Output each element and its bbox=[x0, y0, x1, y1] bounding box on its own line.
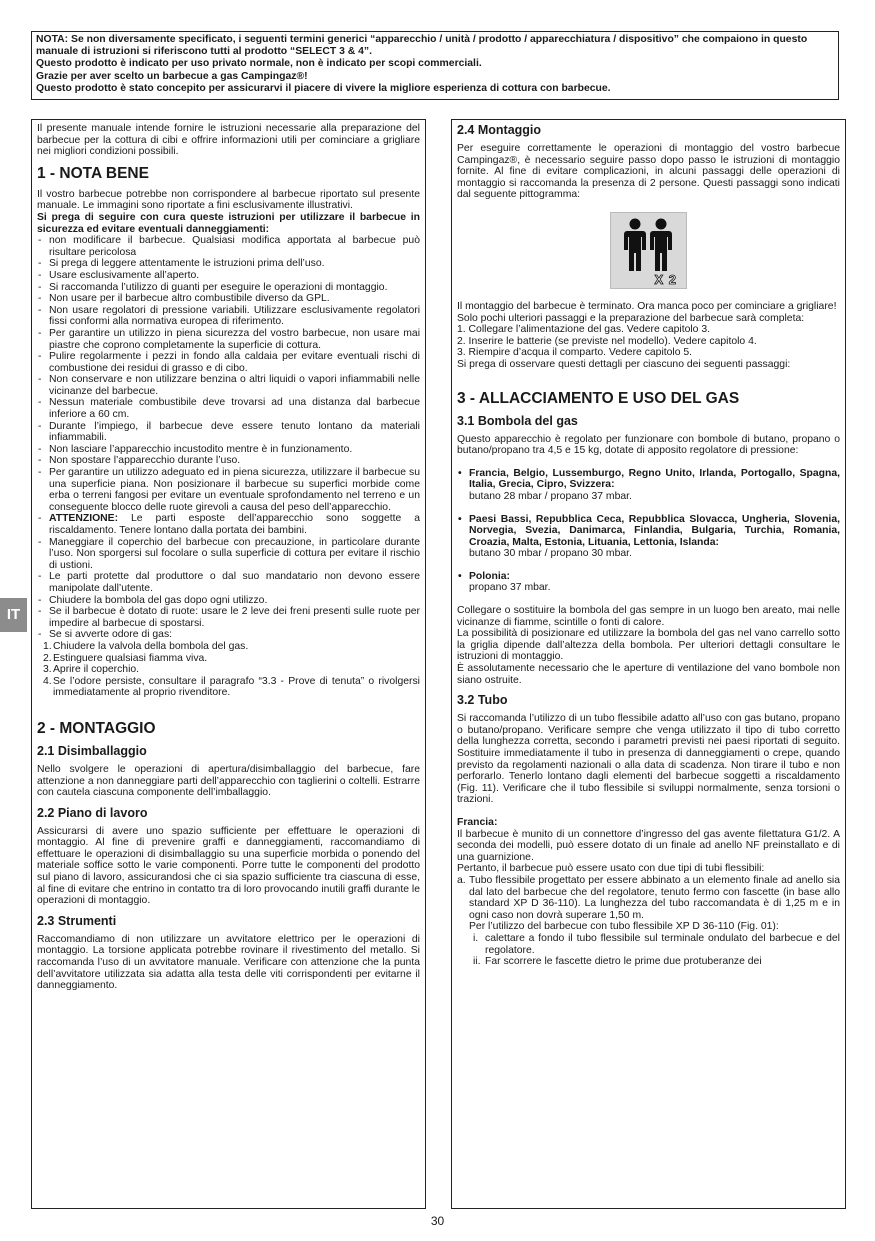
step-text: Aprire il coperchio. bbox=[53, 664, 140, 676]
assembly-done-line: 3. Riempire d’acqua il comparto. Vedere capitolo 5. bbox=[457, 347, 693, 359]
francia-line: Pertanto, il barbecue può essere usato con due tipi di tubi flessibili: bbox=[457, 863, 765, 875]
list-item: - Usare esclusivamente all’aperto. bbox=[37, 270, 420, 282]
section-1-bold-paragraph: Si prega di seguire con cura queste istruzioni per utilizzare il barbecue in sicurezza ed evitare eventuali danneggiamenti: bbox=[37, 211, 420, 235]
assembly-done-line: Il montaggio del barbecue è terminato. Ora manca poco per cominciare a grigliare! bbox=[457, 300, 837, 312]
francia-line: Il barbecue è munito di un connettore d’ingresso del gas avente filettatura G1/2. A seconda dei modelli, può essere dotato di un finale ad anello NF preinstallato e di una guarnizione. bbox=[457, 828, 840, 863]
list-item: - Maneggiare il coperchio del barbecue con precauzione, in particolare durante l’uso. Non sporgersi sul focolare o sulla superficie di cottura per evitare il rischio di ustioni. bbox=[37, 537, 420, 572]
list-item: - Si prega di leggere attentamente le istruzioni prima dell’uso. bbox=[37, 258, 420, 270]
attention-text: Le parti esposte dell’apparecchio sono soggette a riscaldamento. Tenere lontano dalla portata dei bambini. bbox=[49, 513, 420, 536]
list-item: - Non conservare e non utilizzare benzina o altri liquidi o vapori infiammabili nelle vicinanze del barbecue. bbox=[37, 374, 420, 397]
country-names: Francia, Belgio, Lussemburgo, Regno Unito, Irlanda, Portogallo, Spagna, Italia, Grecia, Cipro, Svizzera: bbox=[469, 467, 840, 491]
notice-line: Questo prodotto è stato concepito per assicurarvi il piacere di vivere la migliore esperienza di cottura con barbecue. bbox=[36, 82, 611, 94]
step-number: ii. bbox=[473, 956, 481, 968]
list-item: - Si raccomanda l’utilizzo di guanti per eseguire le operazioni di montaggio. bbox=[37, 282, 420, 294]
list-item bbox=[473, 933, 840, 956]
list-item: • Paesi Bassi, Repubblica Ceca, Repubblica Slovacca, Ungheria, Slovenia, Norvegia, Svezia, Danimarca, Finlandia, Bulgaria, Turchia, Romania, Croazia, Malta, Estonia, Lituania, Lettonia, Islanda: butano 30 mbar / propano 30 mbar. bbox=[458, 513, 840, 560]
list-item: - Durante l’impiego, il barbecue deve essere tenuto lontano da materiali infiammabili. bbox=[37, 421, 420, 444]
page-number: 30 bbox=[430, 1214, 445, 1228]
assembly-done-line: 2. Inserire le batterie (se previste nel modello). Vedere capitolo 4. bbox=[457, 335, 757, 347]
gas-cylinder-line: È assolutamente necessario che le aperture di ventilazione del vano bombole non siano ostruite. bbox=[457, 663, 840, 686]
section-3-1-text: Questo apparecchio è regolato per funzionare con bombole di butano, propano o butano/propano tra 4,5 e 15 kg, dotate di apposito regolatore di pressione: bbox=[457, 433, 840, 457]
list-item: - non modificare il barbecue. Qualsiasi modifica apportata al barbecue può risultare pericolosa bbox=[37, 235, 420, 258]
step-text: Chiudere la valvola della bombola del gas. bbox=[53, 640, 249, 652]
section-2-3-title: 2.3 Strumenti bbox=[37, 913, 117, 928]
list-item bbox=[457, 875, 840, 968]
gas-cylinder-line: La possibilità di posizionare ed utilizzare la bombola del gas nel vano carrello sotto la griglia dipende dall’altezza della bombola. Per ulteriori dettagli consultare le istruzioni di montaggio. bbox=[457, 628, 840, 663]
section-2-title: 2 - MONTAGGIO bbox=[37, 719, 156, 737]
section-2-2-text: Assicurarsi di avere uno spazio sufficiente per effettuare le operazioni di montaggio. Al fine di prevenire graffi e danneggiamenti, raccomandiamo di effettuare le operazioni di disimballaggio su una superficie morbida o ponendo del materiale soffice sotto le varie componenti. Porre tutte le componenti del prodotto sul piano di lavoro, assicurandosi che ci sia spazio sufficiente tra ciascuna di esse, al fine di evitare che entrino in contatto tra di loro provocando inutili graffi durante le operazioni di montaggio. bbox=[37, 825, 420, 907]
section-3-1-title: 3.1 Bombola del gas bbox=[457, 413, 578, 428]
list-item: - Per garantire un utilizzo in piena sicurezza del vostro barbecue, non usare mai piastre che coprono completamente la superficie di cottura. bbox=[37, 328, 420, 351]
list-item: • Francia, Belgio, Lussemburgo, Regno Unito, Irlanda, Portogallo, Spagna, Italia, Grecia, Cipro, Svizzera: butano 28 mbar / propano 37 mbar. bbox=[458, 467, 840, 502]
list-item: - Pulire regolarmente i pezzi in fondo alla caldaia per evitare eventuali rischi di combustione dei residui di grasso e di cibo. bbox=[37, 351, 420, 374]
assembly-done-line: Solo pochi ulteriori passaggi e la preparazione del barbecue sarà completa: bbox=[457, 312, 805, 324]
list-item: - Le parti protette dal produttore o dal suo mandatario non devono essere manipolate dall’utente. bbox=[37, 571, 420, 594]
country-names: Polonia: bbox=[469, 570, 510, 582]
list-item bbox=[43, 676, 420, 699]
pressure-values: butano 28 mbar / propano 37 mbar. bbox=[469, 490, 632, 502]
list-item: - Non usare per il barbecue altro combustibile diverso da GPL. bbox=[37, 293, 420, 305]
two-persons-pictogram bbox=[610, 212, 687, 289]
gas-cylinder-line: Collegare o sostituire la bombola del gas sempre in un luogo ben areato, mai nelle vicinanze di fiamme, scintille o fonti di calore. bbox=[457, 605, 840, 628]
section-2-3-text: Raccomandiamo di non utilizzare un avvitatore elettrico per le operazioni di montaggio. La torsione applicata potrebbe rovinare il rivestimento del metallo. Si raccomanda l’uso di un avvitatore manuale. Verificare con attenzione che la punta dell’avvitatore utilizzata sia adatta alla testa delle viti corrispondenti per evitarne il danneggiamento. bbox=[37, 933, 420, 992]
step-number: 4. bbox=[43, 675, 52, 687]
step-text: Se l’odore persiste, consultare il paragrafo “3.3 - Prove di tenuta” o rivolgersi immediatamente al proprio rivenditore. bbox=[53, 675, 420, 699]
list-item: - Chiudere la bombola del gas dopo ogni utilizzo. bbox=[37, 595, 420, 607]
step-number: i. bbox=[473, 932, 479, 944]
list-item bbox=[43, 664, 420, 676]
step-number: 1. bbox=[43, 640, 52, 652]
tube-a-text: Tubo flessibile progettato per essere abbinato a un elemento finale ad anello sia dal lato del barbecue che del regolatore, tenuto fermo con fascette (in base allo standard XP D 36-110). La lunghezza del tubo raccomandata è di 1,25 m e in ogni caso non dovrà superare 1,50 m. bbox=[469, 874, 840, 921]
notice-line: NOTA: Se non diversamente specificato, i seguenti termini generici “apparecchio / unità / prodotto / apparecchiatura / dispositivo” che compaiono in questo manuale di istruzioni si riferiscono tutti al prodotto “SELECT 3 & 4”. bbox=[36, 34, 808, 58]
country-names: Paesi Bassi, Repubblica Ceca, Repubblica Slovacca, Ungheria, Slovenia, Norvegia, Svezia, Danimarca, Finlandia, Bulgaria, Turchia, Romania, Croazia, Malta, Estonia, Lituania, Lettonia, Islanda: bbox=[469, 513, 840, 548]
list-item: - Se il barbecue è dotato di ruote: usare le 2 leve dei freni presenti sulle ruote per impedire al barbecue di spostarsi. bbox=[37, 606, 420, 629]
pressure-values: propano 37 mbar. bbox=[469, 582, 551, 594]
section-2-4-title: 2.4 Montaggio bbox=[457, 123, 542, 137]
list-item bbox=[43, 653, 420, 665]
attention-label: ATTENZIONE: bbox=[49, 513, 119, 525]
list-item: - Se si avverte odore di gas: bbox=[37, 629, 420, 641]
step-number: 3. bbox=[43, 664, 52, 676]
intro-paragraph: Il presente manuale intende fornire le istruzioni necessarie alla preparazione del barbecue per la cottura di cibi e offrire informazioni utili per cominciare a grigliare nei migliori condizioni possibili. bbox=[37, 123, 420, 158]
assembly-done-line: Si prega di osservare questi dettagli per ciascuno dei seguenti passaggi: bbox=[457, 358, 791, 370]
list-item: - Non lasciare l’apparecchio incustodito mentre è in funzionamento. bbox=[37, 444, 420, 456]
section-2-1-title: 2.1 Disimballaggio bbox=[37, 743, 147, 758]
list-item: - Per garantire un utilizzo adeguato ed in piena sicurezza, utilizzare il barbecue su una superficie piana. Non posizionare il barbecue su superfici morbide come erba o terreni fangosi per evitare un eventuale sprofondamento nel terreno e un conseguente blocco delle ruote girevoli a causa del peso dell’apparecchio. bbox=[37, 467, 420, 513]
tube-a-note: Per l’utilizzo del barbecue con tubo flessibile XP D 36-110 (Fig. 01): bbox=[469, 921, 779, 933]
list-item: - Non usare regolatori di pressione variabili. Utilizzare esclusivamente regolatori fissi conformi alla normativa europea di riferimento. bbox=[37, 305, 420, 328]
section-2-1-text: Nello svolgere le operazioni di apertura/disimballaggio del barbecue, fare attenzione a non danneggiare parti dell’apparecchio con taglierini o coltelli. Estrarre con cautela ciascuna componente dell’imballaggio. bbox=[37, 763, 420, 799]
list-item: - Non spostare l’apparecchio durante l’uso. bbox=[37, 455, 420, 467]
step-text: Far scorrere le fascette dietro le prime due protuberanze dei bbox=[485, 956, 762, 968]
safety-list bbox=[37, 235, 420, 641]
list-item bbox=[43, 641, 420, 653]
francia-label: Francia: bbox=[457, 816, 498, 828]
list-item bbox=[473, 956, 840, 968]
notice-line: Grazie per aver scelto un barbecue a gas Campingaz®! bbox=[36, 70, 308, 82]
section-2-4-text: Per eseguire correttamente le operazioni di montaggio del vostro barbecue Campingaz®, è necessario seguire passo dopo passo le istruzioni di montaggio fornite. Al fine di evitare complicazioni, in alcuni passaggi delle operazioni di montaggio si raccomanda la presenza di 2 persone. Questi passaggi sono indicati dal seguente pittogramma: bbox=[457, 143, 840, 201]
step-text: calettare a fondo il tubo flessibile sul terminale ondulato del barbecue e del regolatore. bbox=[485, 932, 840, 956]
list-item: • Polonia: propano 37 mbar. bbox=[458, 570, 551, 594]
list-item: - Nessun materiale combustibile deve trovarsi ad una distanza dal barbecue inferiore a 60 cm. bbox=[37, 397, 420, 420]
gas-smell-steps bbox=[37, 641, 420, 699]
language-tab: IT bbox=[0, 598, 27, 632]
step-text: Estinguere qualsiasi fiamma viva. bbox=[53, 652, 208, 664]
list-item-attention bbox=[37, 513, 420, 536]
tube-type-list bbox=[457, 875, 840, 968]
section-1-title: 1 - NOTA BENE bbox=[37, 164, 149, 182]
notice-box bbox=[31, 31, 839, 100]
right-column bbox=[451, 119, 846, 1209]
section-2-2-title: 2.2 Piano di lavoro bbox=[37, 805, 148, 820]
country-pressure-list bbox=[457, 468, 840, 594]
step-number: 2. bbox=[43, 652, 52, 664]
item-letter: a. bbox=[457, 874, 466, 886]
pressure-values: butano 30 mbar / propano 30 mbar. bbox=[469, 548, 632, 560]
section-3-2-text: Si raccomanda l’utilizzo di un tubo flessibile adatto all’uso con gas butano, propano o butano/propano. Verificare sempre che venga utilizzato il tipo di tubo corretto della lunghezza corretta, secondo i parametri previsti nei paesi riportati di seguito. Sostituire immediatamente il tubo in presenza di danneggiamenti o crepe, quando previsto da regolamenti nazionali o alla data di scadenza. Non tirare il tubo e non perforarlo. Tenerlo lontano dagli elementi del barbecue soggetti a riscaldamento (Fig. 11). Verificare che il tubo flessibile si sviluppi normalmente, senza torsioni o trazioni. bbox=[457, 713, 840, 806]
left-column bbox=[31, 119, 426, 1209]
section-3-title: 3 - ALLACCIAMENTO E USO DEL GAS bbox=[457, 389, 740, 407]
section-3-2-title: 3.2 Tubo bbox=[457, 693, 508, 708]
section-1-paragraph: Il vostro barbecue potrebbe non corrispondere al barbecue riportato sul presente manuale. Le immagini sono riportate a fini esclusivamente illustrativi. bbox=[37, 188, 420, 212]
pictogram-label: X 2 bbox=[654, 272, 677, 288]
notice-line: Questo prodotto è indicato per uso privato normale, non è indicato per scopi commerciali. bbox=[36, 58, 482, 70]
tube-steps bbox=[469, 933, 840, 968]
assembly-done-line: 1. Collegare l’alimentazione del gas. Vedere capitolo 3. bbox=[457, 324, 710, 336]
